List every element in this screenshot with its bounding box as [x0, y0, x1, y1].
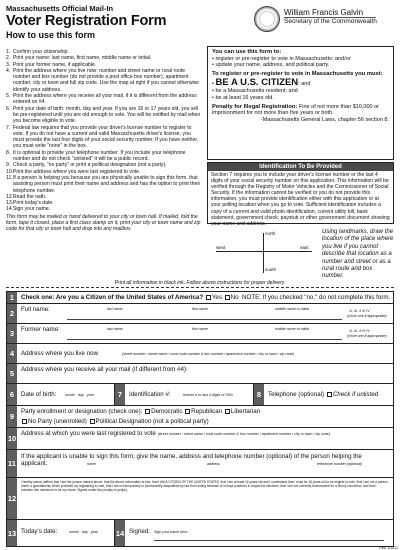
former-name-label: Former name:: [21, 326, 60, 333]
assistant-address-hint: address: [207, 462, 220, 466]
instruction-number: 3.: [6, 61, 11, 68]
voter-registration-form-page: [6, 4, 394, 546]
use-item: • update your name, address, and political party.: [212, 62, 330, 69]
todays-date-label: Today's date:: [21, 528, 58, 535]
instruction-item: [6, 175, 202, 194]
citizenship-question: Check one: Are you a Citizen of the United States of America? Yes No NOTE: If you checked "no," do not complete this form.: [21, 294, 391, 301]
row-former-name: [7, 324, 393, 344]
last-name-hint: last name: [107, 307, 123, 311]
instruction-number: 9.: [6, 162, 11, 169]
row-full-name: [7, 304, 393, 324]
instruction-text: If a person is helping you because you are physically unable to sign this form, that assisting person must print their name and address and has the option to print their telephone number.: [13, 174, 201, 194]
suffix-note: (circle one if appropriate): [347, 314, 387, 318]
former-name-field[interactable]: [67, 339, 342, 340]
eligibility-item: • be at least 16 years old.: [212, 94, 274, 101]
eligibility-item: • be a Massachusetts resident; and: [212, 88, 298, 95]
row-number: 12: [7, 478, 17, 519]
instruction-text: Print your name: last name, first name, middle name or initial.: [13, 55, 152, 62]
assistant-label: If the applicant is unable to sign this form, give the name, address and telephone number (optional) of the person helping the applicant.: [21, 453, 362, 467]
instruction-item: [6, 106, 202, 125]
instruction-number: 13.: [6, 200, 14, 207]
row-oath: [7, 478, 393, 520]
suffix-options[interactable]: Jr. Sr. II III IV: [349, 309, 370, 313]
location-map[interactable]: [208, 229, 318, 275]
oath-text: I hereby swear (affirm) that I am the person named above, that the above information is true, that I AM A CITIZEN OF THE UNITED STATES, that I am at least 16 years old and I understand that I must be 18 years old to be eligible to vote, that I am not a person under a guardianship which prohibits my registering to vote, that I am not temporarily or permanently disqualified by law from voting because of corrupt practices in respect to elections, that I am not currently incarcerated for a felony conviction, and that I consider this residence to be my home. Signed under the penalty of perjury.: [21, 480, 388, 492]
cut-line: [6, 287, 394, 288]
instruction-number: 12.: [6, 193, 14, 200]
signed-label: Signed:: [129, 528, 150, 535]
row-number: 1: [7, 292, 17, 303]
map-north-label: north: [265, 231, 276, 236]
row-number: 8: [254, 384, 264, 405]
libertarian-checkbox[interactable]: [225, 409, 230, 414]
unlisted-checkbox[interactable]: [327, 392, 332, 397]
instruction-item: [6, 125, 202, 150]
middle-name-hint: middle name or initial: [275, 327, 309, 331]
instruction-number: 7.: [6, 124, 11, 131]
row-date-signature: [7, 520, 393, 546]
instruction-number: 5.: [6, 93, 11, 100]
revision-number: Rev. 1/2022: [379, 546, 398, 550]
form-subtitle: Massachusetts Official Mail-In: [6, 4, 114, 13]
first-name-hint: first name: [192, 327, 208, 331]
instruction-text: Read the oath.: [13, 193, 47, 200]
mailing-note: This form may be mailed or hand delivered to your city or town hall. If mailed, fold the form, tape it closed, place a first class stamp on it, print your city or town name and zip code for that city or town hall and drop into any mailbox.: [6, 213, 201, 233]
secretary-name: William Francis Galvin: [284, 8, 364, 17]
instructions-list: [6, 49, 202, 233]
instruction-text: Confirm your citizenship.: [13, 49, 69, 55]
instruction-text: Print the address where you live now: number and street name or rural route number and box number (do not provide a post office box number), apartment number, city or town and full zip code. Use the map at right if you cannot otherwise identify your address.: [13, 67, 200, 93]
map-vertical-axis: [263, 233, 264, 273]
middle-name-hint: middle name or initial: [275, 307, 309, 311]
republican-checkbox[interactable]: [185, 409, 190, 414]
instruction-text: Print the address where you were last registered to vote.: [13, 168, 141, 175]
full-name-label: Full name:: [21, 306, 50, 313]
eligibility-item: • BE A U.S. CITIZEN; and: [212, 77, 311, 89]
residence-address-hint: (street number / street name / rural route number & box number / apartment number / city or town / zip code): [122, 352, 295, 356]
instruction-text: Print today's date.: [13, 200, 54, 207]
registration-form: [6, 291, 394, 547]
instruction-text: Check a party, "no party" or print a political designation (not a party).: [13, 162, 167, 169]
instruction-text: Print your former name, if applicable.: [13, 61, 97, 68]
assistant-phone-hint: telephone number (optional): [317, 462, 362, 466]
row-party: [7, 406, 393, 428]
row-number: 10: [7, 428, 17, 449]
last-name-hint: last name: [107, 327, 123, 331]
party-options-row2: No Party (unenrolled) Political Designation (not a political party): [21, 418, 209, 425]
suffix-options[interactable]: Jr. Sr. II III IV: [349, 329, 370, 333]
citizenship-note: NOTE: If you checked "no," do not complete this form.: [242, 294, 391, 301]
row-number: 2: [7, 304, 17, 323]
citizenship-no-checkbox[interactable]: [225, 295, 230, 300]
no-party-checkbox[interactable]: [22, 419, 27, 424]
identification-heading: Identification To Be Provided: [208, 163, 393, 171]
row-number: 4: [7, 344, 17, 363]
identification-text: Section 7 requires you to include your driver's license number or the last 4 digits of your social security number on this application. This information will be verified through the Registry of Motor Vehicles and the Commissioner of Social Security. If the information cannot be verified or you do not provide this information, you must provide identification either with this application or at your polling location when you go to vote. Sufficient identification includes a copy of a current and valid photo identification, current utility bill, bank statement, government check, paystub or other government document showing your name and address.: [211, 172, 390, 227]
form-title: Voter Registration Form: [6, 13, 167, 29]
instruction-text: Sign your name.: [13, 206, 51, 213]
instruction-text: It is optional to provide your telephone number. If you include your telephone number and do not check "unlisted" it will be a public record.: [13, 149, 186, 163]
row-number: 5: [7, 364, 17, 383]
residence-address-label: Address where you live now: [21, 350, 99, 357]
row-citizenship: [7, 292, 393, 304]
instruction-number: 6.: [6, 105, 11, 112]
instruction-number: 11.: [6, 174, 13, 181]
use-item: • register or pre-register to vote in Massachusetts; and/or: [212, 55, 351, 62]
instruction-text: Federal law requires that you provide your driver's license number to register to vote. If you do not have a current and valid Massachusetts driver's license, you must provide the last four digits of your social security number. If you have neither, you must write "none" in the box.: [13, 124, 199, 150]
suffix-note: (circle one if appropriate): [347, 334, 387, 338]
state-seal-icon: [254, 6, 280, 32]
todays-date-hint: month day year: [69, 530, 98, 534]
instruction-text: Print the address where you receive all your mail, if it is different from the address entered on #4.: [13, 93, 197, 106]
date-of-birth-hint: month day year: [65, 393, 94, 397]
row-number: 7: [115, 384, 125, 405]
row-number: 6: [7, 384, 17, 405]
instruction-item: [6, 206, 202, 212]
instruction-number: 8.: [6, 149, 11, 156]
date-of-birth-label: Date of birth:: [21, 391, 57, 398]
citizenship-yes-checkbox[interactable]: [206, 295, 211, 300]
instruction-text: Print your date of birth: month, day and year. If you are 16 or 17 years old, you will be pre-registered until you are old enough to vote. You will be notified by mail when you become eligible to vote.: [13, 105, 201, 125]
democratic-checkbox[interactable]: [145, 409, 150, 414]
penalty-source: -Massachusetts General Laws, chapter 56 section 8.: [260, 116, 389, 123]
row-birth-id-phone: [7, 384, 393, 406]
political-designation-checkbox[interactable]: [90, 419, 95, 424]
identification-label: Identification #:: [129, 391, 171, 398]
identification-hint: license # or last 4 digits of SSN: [183, 393, 233, 397]
row-mailing-address: [7, 364, 393, 384]
telephone-label: Telephone (optional) Check if unlisted: [268, 391, 379, 398]
map-instructions: Using landmarks, draw the location of the place where you live if you cannot describe that location as a number and street or as a rural route and box number.: [322, 229, 394, 280]
instruction-number: 2.: [6, 55, 11, 62]
identification-box: [207, 162, 394, 227]
row-assistant: [7, 450, 393, 478]
signature-field[interactable]: [154, 540, 384, 541]
instruction-number: 4.: [6, 67, 11, 74]
first-name-hint: first name: [192, 307, 208, 311]
row-residence-address: [7, 344, 393, 364]
row-number: 13: [7, 520, 17, 546]
penalty-text: Penalty for Illegal Registration: Fine of not more than $10,000 or imprisonment for not more than five years or both.: [212, 103, 380, 117]
map-south-label: south: [265, 267, 277, 272]
instruction-item: [6, 68, 202, 93]
map-east-label: east: [300, 245, 309, 250]
row-number: 11: [7, 450, 17, 477]
row-number: 3: [7, 324, 17, 343]
instruction-number: 14.: [6, 206, 14, 213]
no-label: No: [230, 294, 239, 301]
row-last-registered: [7, 428, 393, 450]
map-west-label: west: [216, 245, 226, 250]
instruction-item: [6, 150, 202, 163]
full-name-field[interactable]: [67, 319, 342, 320]
instruction-number: 1.: [6, 49, 11, 55]
print-instruction: Print all information in black ink. Follow above instructions for proper delivery.: [114, 280, 286, 286]
row-number: 14: [115, 520, 125, 546]
secretary-block: [254, 6, 394, 38]
location-map-area: [204, 229, 394, 280]
eligibility-box: [207, 46, 394, 160]
last-registered-label: Address at which you were last registered to vote (street number / street name / rural route number & box number / apartment number / city or town / zip code): [21, 430, 330, 437]
secretary-title: Secretary of the Commonwealth: [284, 18, 377, 25]
row-number: 9: [7, 406, 17, 427]
instruction-item: [6, 93, 202, 106]
instruction-number: 10.: [6, 168, 14, 175]
how-to-use-heading: How to use this form: [6, 30, 96, 40]
use-heading: You can use this form to:: [212, 49, 282, 55]
party-label: Party enrollment or designation (check one): Democratic Republican Libertarian: [21, 408, 261, 415]
header: [6, 4, 206, 41]
mailing-address-label: Address where you receive all your mail (if different from #4):: [21, 366, 188, 373]
yes-label: Yes: [211, 294, 222, 301]
assistant-name-hint: name: [87, 462, 96, 466]
signature-hint: Sign your name here.: [154, 530, 189, 534]
eligibility-heading: To register or pre-register to vote in Massachusetts you must:: [212, 70, 383, 77]
map-horizontal-axis: [216, 251, 312, 252]
